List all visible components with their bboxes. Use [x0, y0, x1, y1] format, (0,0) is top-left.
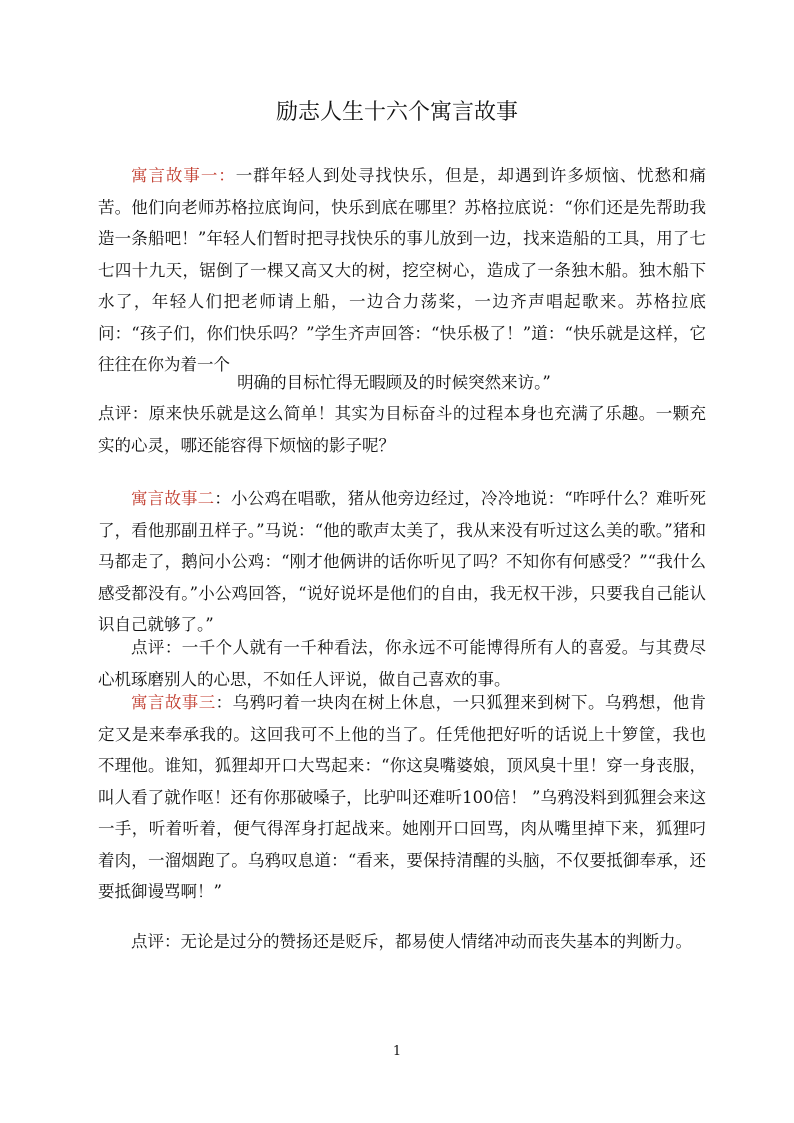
story1-paragraph: [98, 160, 706, 381]
story3-paragraph: [98, 687, 706, 908]
story1-comment: 点评：原来快乐就是这么简单！其实为目标奋斗的过程本身也充满了乐趣。一颗充实的心灵，哪还能容得下烦恼的影子呢？: [98, 404, 706, 455]
story2-paragraph: [98, 483, 706, 641]
story3-label: 寓言故事三: [131, 693, 216, 712]
story1-last-line: 明确的目标忙得无暇顾及的时候突然来访。”: [237, 373, 551, 392]
story1-text: 一群年轻人到处寻找快乐，但是，却遇到许多烦恼、忧愁和痛苦。他们向老师苏格拉底询问，快乐到底在哪里？苏格拉底说：“你们还是先帮助我造一条船吧！”年轻人们暂时把寻找快乐的事儿放到一边，找来造船的工具，用了七七四十九天，锯倒了一棵又高又大的树，挖空树心，造成了一条独木船。独木船下水了，年轻人们把老师请上船，一边合力荡桨，一边齐声唱起歌来。苏格拉底问：“孩子们，你们快乐吗？”学生齐声回答：“快乐极了！”道：“快乐就是这样，它往往在你为着一个: [98, 166, 706, 374]
story3-text: ：乌鸦叼着一块肉在树上休息，一只狐狸来到树下。乌鸦想，他肯定又是来奉承我的。这回我可不上他的当了。任凭他把好听的话说上十箩筐，我也不理他。谁知，狐狸却开口大骂起来：“你这臭嘴婆娘，顶风臭十里！穿一身丧服，叫人看了就作呕！还有你那破嗓子，比驴叫还难听100倍！ ”乌鸦没料到狐狸会来这一手，听着听着，便气得浑身打起战来。她刚开口回骂，肉从嘴里掉下来，狐狸叼着肉，一溜烟跑了。乌鸦叹息道：“看来，要保持清醒的头脑，不仅要抵御奉承，还要抵御谩骂啊！”: [98, 693, 707, 901]
story2-label: 寓言故事二: [131, 489, 215, 508]
document-title: 励志人生十六个寓言故事: [275, 100, 518, 125]
story1-label: 寓言故事一：: [131, 166, 236, 185]
story2-text: ：小公鸡在唱歌，猪从他旁边经过，冷冷地说：“咋呼什么？难听死了，看他那副丑样子。”马说：“他的歌声太美了，我从来没有听过这么美的歌。”猪和马都走了，鹅问小公鸡：“刚才他俩讲的话你听见了吗？不知你有何感受？”“我什么感受都没有。”小公鸡回答，“说好说坏是他们的自由，我无权干涉，只要我自己能认识自己就够了。”: [98, 489, 707, 634]
story2-comment: 点评：一千个人就有一千种看法，你永远不可能博得所有人的喜爱。与其费尽心机琢磨别人的心思，不如任人评说，做自己喜欢的事。: [98, 638, 706, 689]
page-number: 1: [392, 1044, 402, 1059]
story3-comment: 点评：无论是过分的赞扬还是贬斥，都易使人情绪冲动而丧失基本的判断力。: [131, 932, 692, 951]
